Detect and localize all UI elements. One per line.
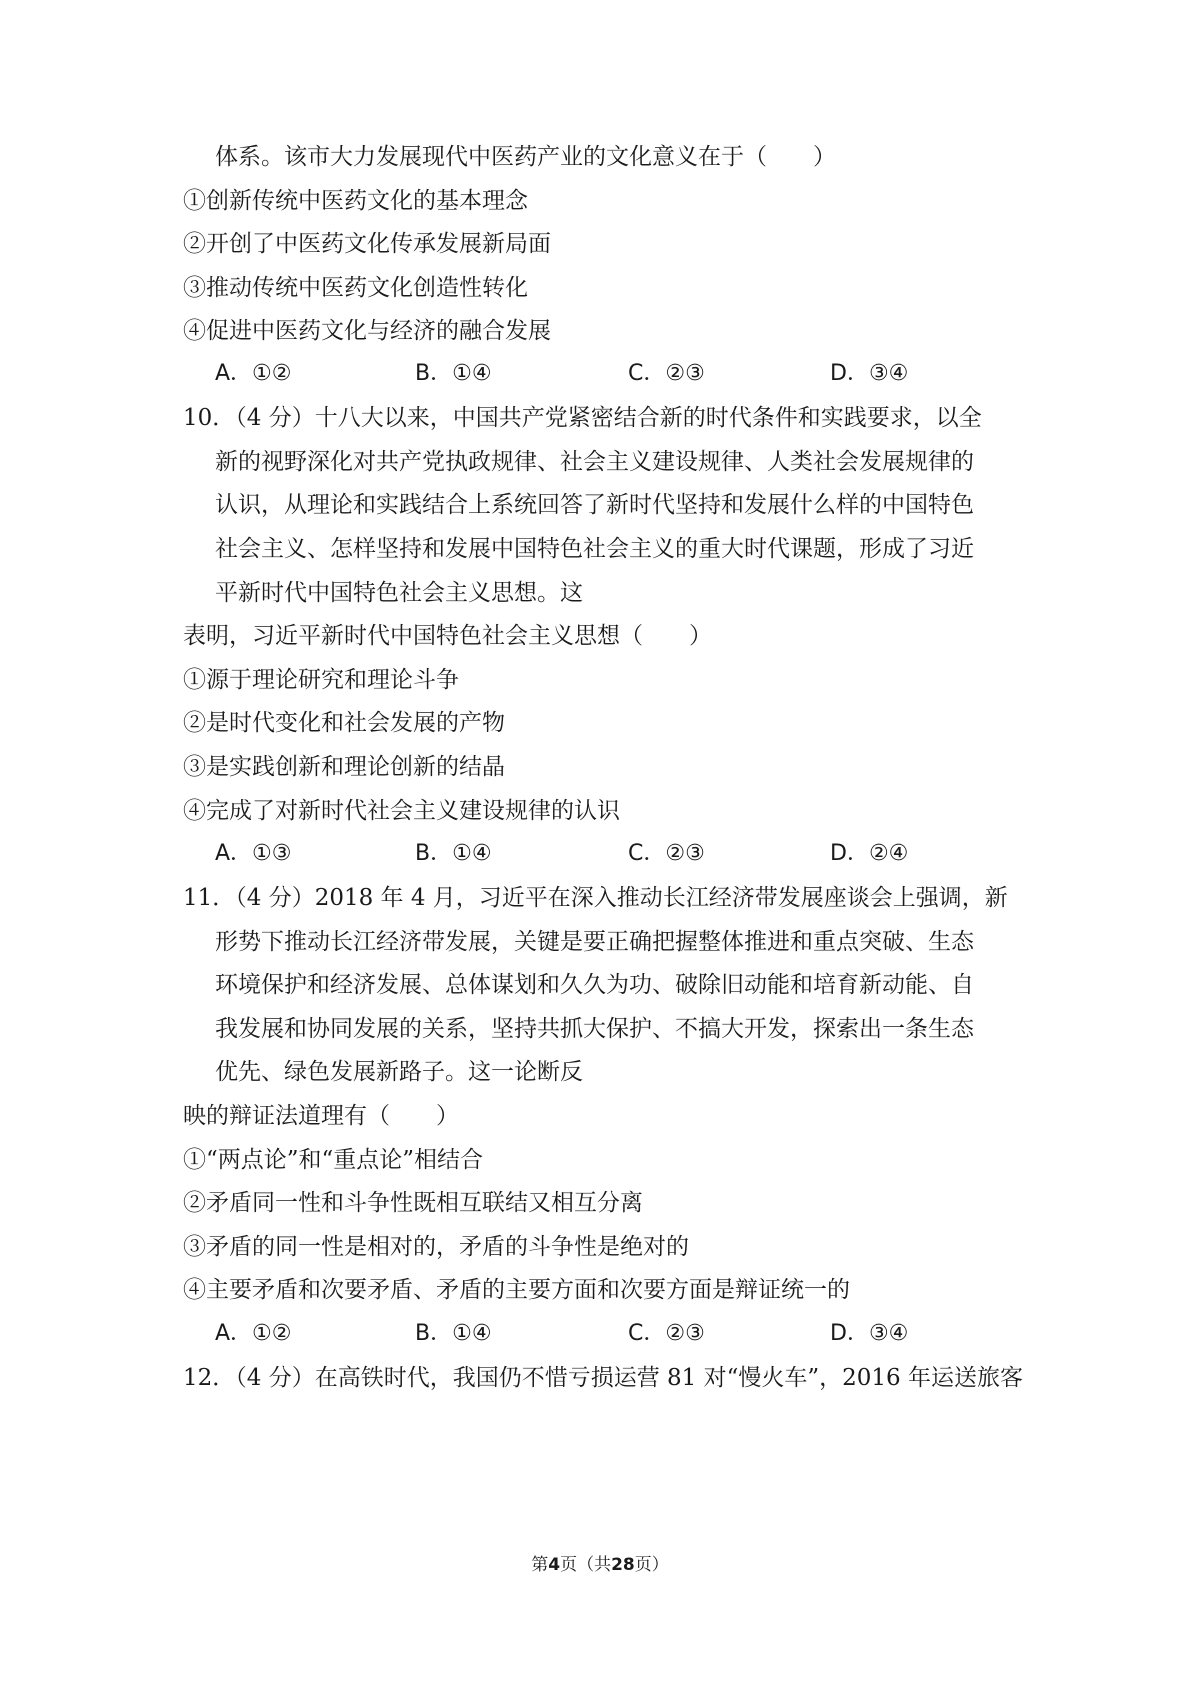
q10-item-2: ②是时代变化和社会发展的产物	[183, 710, 505, 736]
q11-option-b: B．①④	[415, 1321, 492, 1346]
page-footer	[0, 1553, 1200, 1577]
q11-item-2: ②矛盾同一性和斗争性既相互联结又相互分离	[183, 1190, 643, 1216]
q10-item-4: ④完成了对新时代社会主义建设规律的认识	[183, 798, 620, 824]
q11-option-d: D．③④	[830, 1321, 909, 1346]
q9-options	[215, 359, 975, 389]
q10-option-b: B．①④	[415, 841, 492, 866]
q11-stem-line-1: 11．（4 分）2018 年 4 月，习近平在深入推动长江经济带发展座谈会上强调，新	[183, 885, 1008, 911]
q10-stem-continuation: 表明，习近平新时代中国特色社会主义思想（ ）	[183, 623, 712, 649]
q11-item-1: ①“两点论”和“重点论”相结合	[183, 1147, 484, 1173]
q10-stem-line-5: 平新时代中国特色社会主义思想。这	[215, 580, 583, 606]
q11-stem-line-5: 优先、绿色发展新路子。这一论断反	[215, 1059, 583, 1085]
q10-options	[215, 839, 975, 869]
q9-stem-tail: 体系。该市大力发展现代中医药产业的文化意义在于（ ）	[215, 144, 836, 170]
footer-total-pages: 28	[611, 1555, 635, 1575]
footer-page-number: 4	[548, 1555, 561, 1575]
q11-stem-continuation: 映的辩证法道理有（ ）	[183, 1103, 459, 1129]
footer-prefix: 第	[531, 1555, 549, 1575]
q11-stem-line-2: 形势下推动长江经济带发展，关键是要正确把握整体推进和重点突破、生态	[215, 929, 974, 955]
q11-option-a: A．①②	[215, 1321, 292, 1346]
q10-option-d: D．②④	[830, 841, 909, 866]
q11-stem-line-4: 我发展和协同发展的关系，坚持共抓大保护、不搞大开发，探索出一条生态	[215, 1016, 974, 1042]
q9-option-a: A．①②	[215, 361, 292, 386]
q10-stem-line-3: 认识，从理论和实践结合上系统回答了新时代坚持和发展什么样的中国特色	[215, 492, 974, 518]
q10-option-a: A．①③	[215, 841, 292, 866]
q10-stem-line-4: 社会主义、怎样坚持和发展中国特色社会主义的重大时代课题，形成了习近	[215, 536, 974, 562]
q9-item-1: ①创新传统中医药文化的基本理念	[183, 188, 528, 214]
footer-suffix: 页）	[634, 1555, 669, 1575]
q9-option-d: D．③④	[830, 361, 909, 386]
footer-mid: 页（共	[560, 1555, 612, 1575]
q10-item-3: ③是实践创新和理论创新的结晶	[183, 754, 505, 780]
q9-item-4: ④促进中医药文化与经济的融合发展	[183, 318, 551, 344]
q9-item-3: ③推动传统中医药文化创造性转化	[183, 275, 528, 301]
q9-option-b: B．①④	[415, 361, 492, 386]
q10-option-c: C．②③	[628, 841, 705, 866]
q9-option-c: C．②③	[628, 361, 705, 386]
q11-stem-line-3: 环境保护和经济发展、总体谋划和久久为功、破除旧动能和培育新动能、自	[215, 972, 974, 998]
q10-item-1: ①源于理论研究和理论斗争	[183, 667, 459, 693]
q11-item-3: ③矛盾的同一性是相对的，矛盾的斗争性是绝对的	[183, 1234, 689, 1260]
q9-item-2: ②开创了中医药文化传承发展新局面	[183, 231, 551, 257]
q11-item-4: ④主要矛盾和次要矛盾、矛盾的主要方面和次要方面是辩证统一的	[183, 1277, 850, 1303]
q10-stem-line-2: 新的视野深化对共产党执政规律、社会主义建设规律、人类社会发展规律的	[215, 449, 974, 475]
q11-option-c: C．②③	[628, 1321, 705, 1346]
q10-stem-line-1: 10．（4 分）十八大以来，中国共产党紧密结合新的时代条件和实践要求，以全	[183, 405, 982, 431]
q12-stem-line-1: 12．（4 分）在高铁时代，我国仍不惜亏损运营 81 对“慢火车”，2016 年运送旅客	[183, 1365, 1023, 1391]
q11-options	[215, 1319, 975, 1349]
